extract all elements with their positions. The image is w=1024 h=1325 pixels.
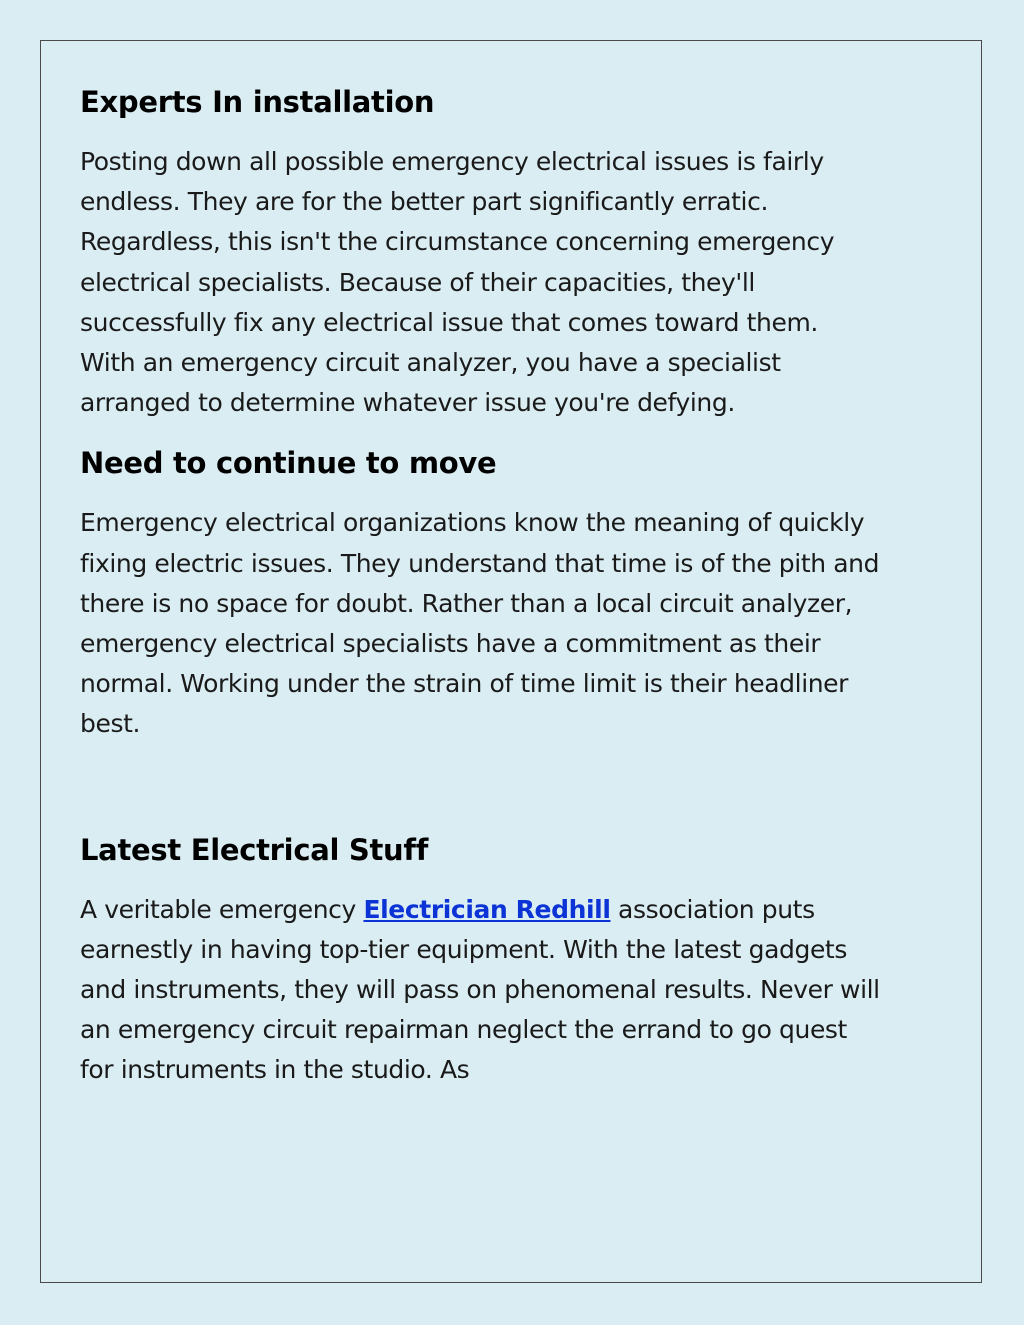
section-latest-electrical-stuff bbox=[80, 830, 880, 1091]
section-paragraph: Posting down all possible emergency electrical issues is fairly endless. They are for the better part significantly erratic. Regardless, this isn't the circumstance concerning emergency electrical specialists. Because of their capacities, they'll successfully fix any electrical issue that comes toward them. With an emergency circuit analyzer, you have a specialist arranged to determine whatever issue you're defying. bbox=[80, 147, 835, 418]
section-need-to-continue-to-move bbox=[80, 443, 880, 744]
paragraph-text-after-link: association puts earnestly in having top-tier equipment. With the latest gadgets and instruments, they will pass on phenomenal results. Never will an emergency circuit repairman neglect the errand to go quest for instruments in the studio. As bbox=[80, 894, 880, 1085]
electrician-redhill-link[interactable]: Electrician Redhill bbox=[363, 894, 611, 924]
section-paragraph: Emergency electrical organizations know the meaning of quickly fixing electric issues. They understand that time is of the pith and there is no space for doubt. Rather than a local circuit analyzer, emergency electrical specialists have a commitment as their normal. Working under the strain of time limit is their headliner best. bbox=[80, 508, 880, 739]
section-heading: Need to continue to move bbox=[80, 446, 497, 481]
section-experts-in-installation bbox=[80, 82, 880, 423]
section-heading: Experts In installation bbox=[80, 85, 435, 119]
section-heading: Latest Electrical Stuff bbox=[80, 832, 429, 867]
section-paragraph bbox=[80, 890, 880, 1091]
paragraph-text-before-link: A veritable emergency bbox=[80, 894, 364, 924]
document-content bbox=[80, 82, 880, 1091]
